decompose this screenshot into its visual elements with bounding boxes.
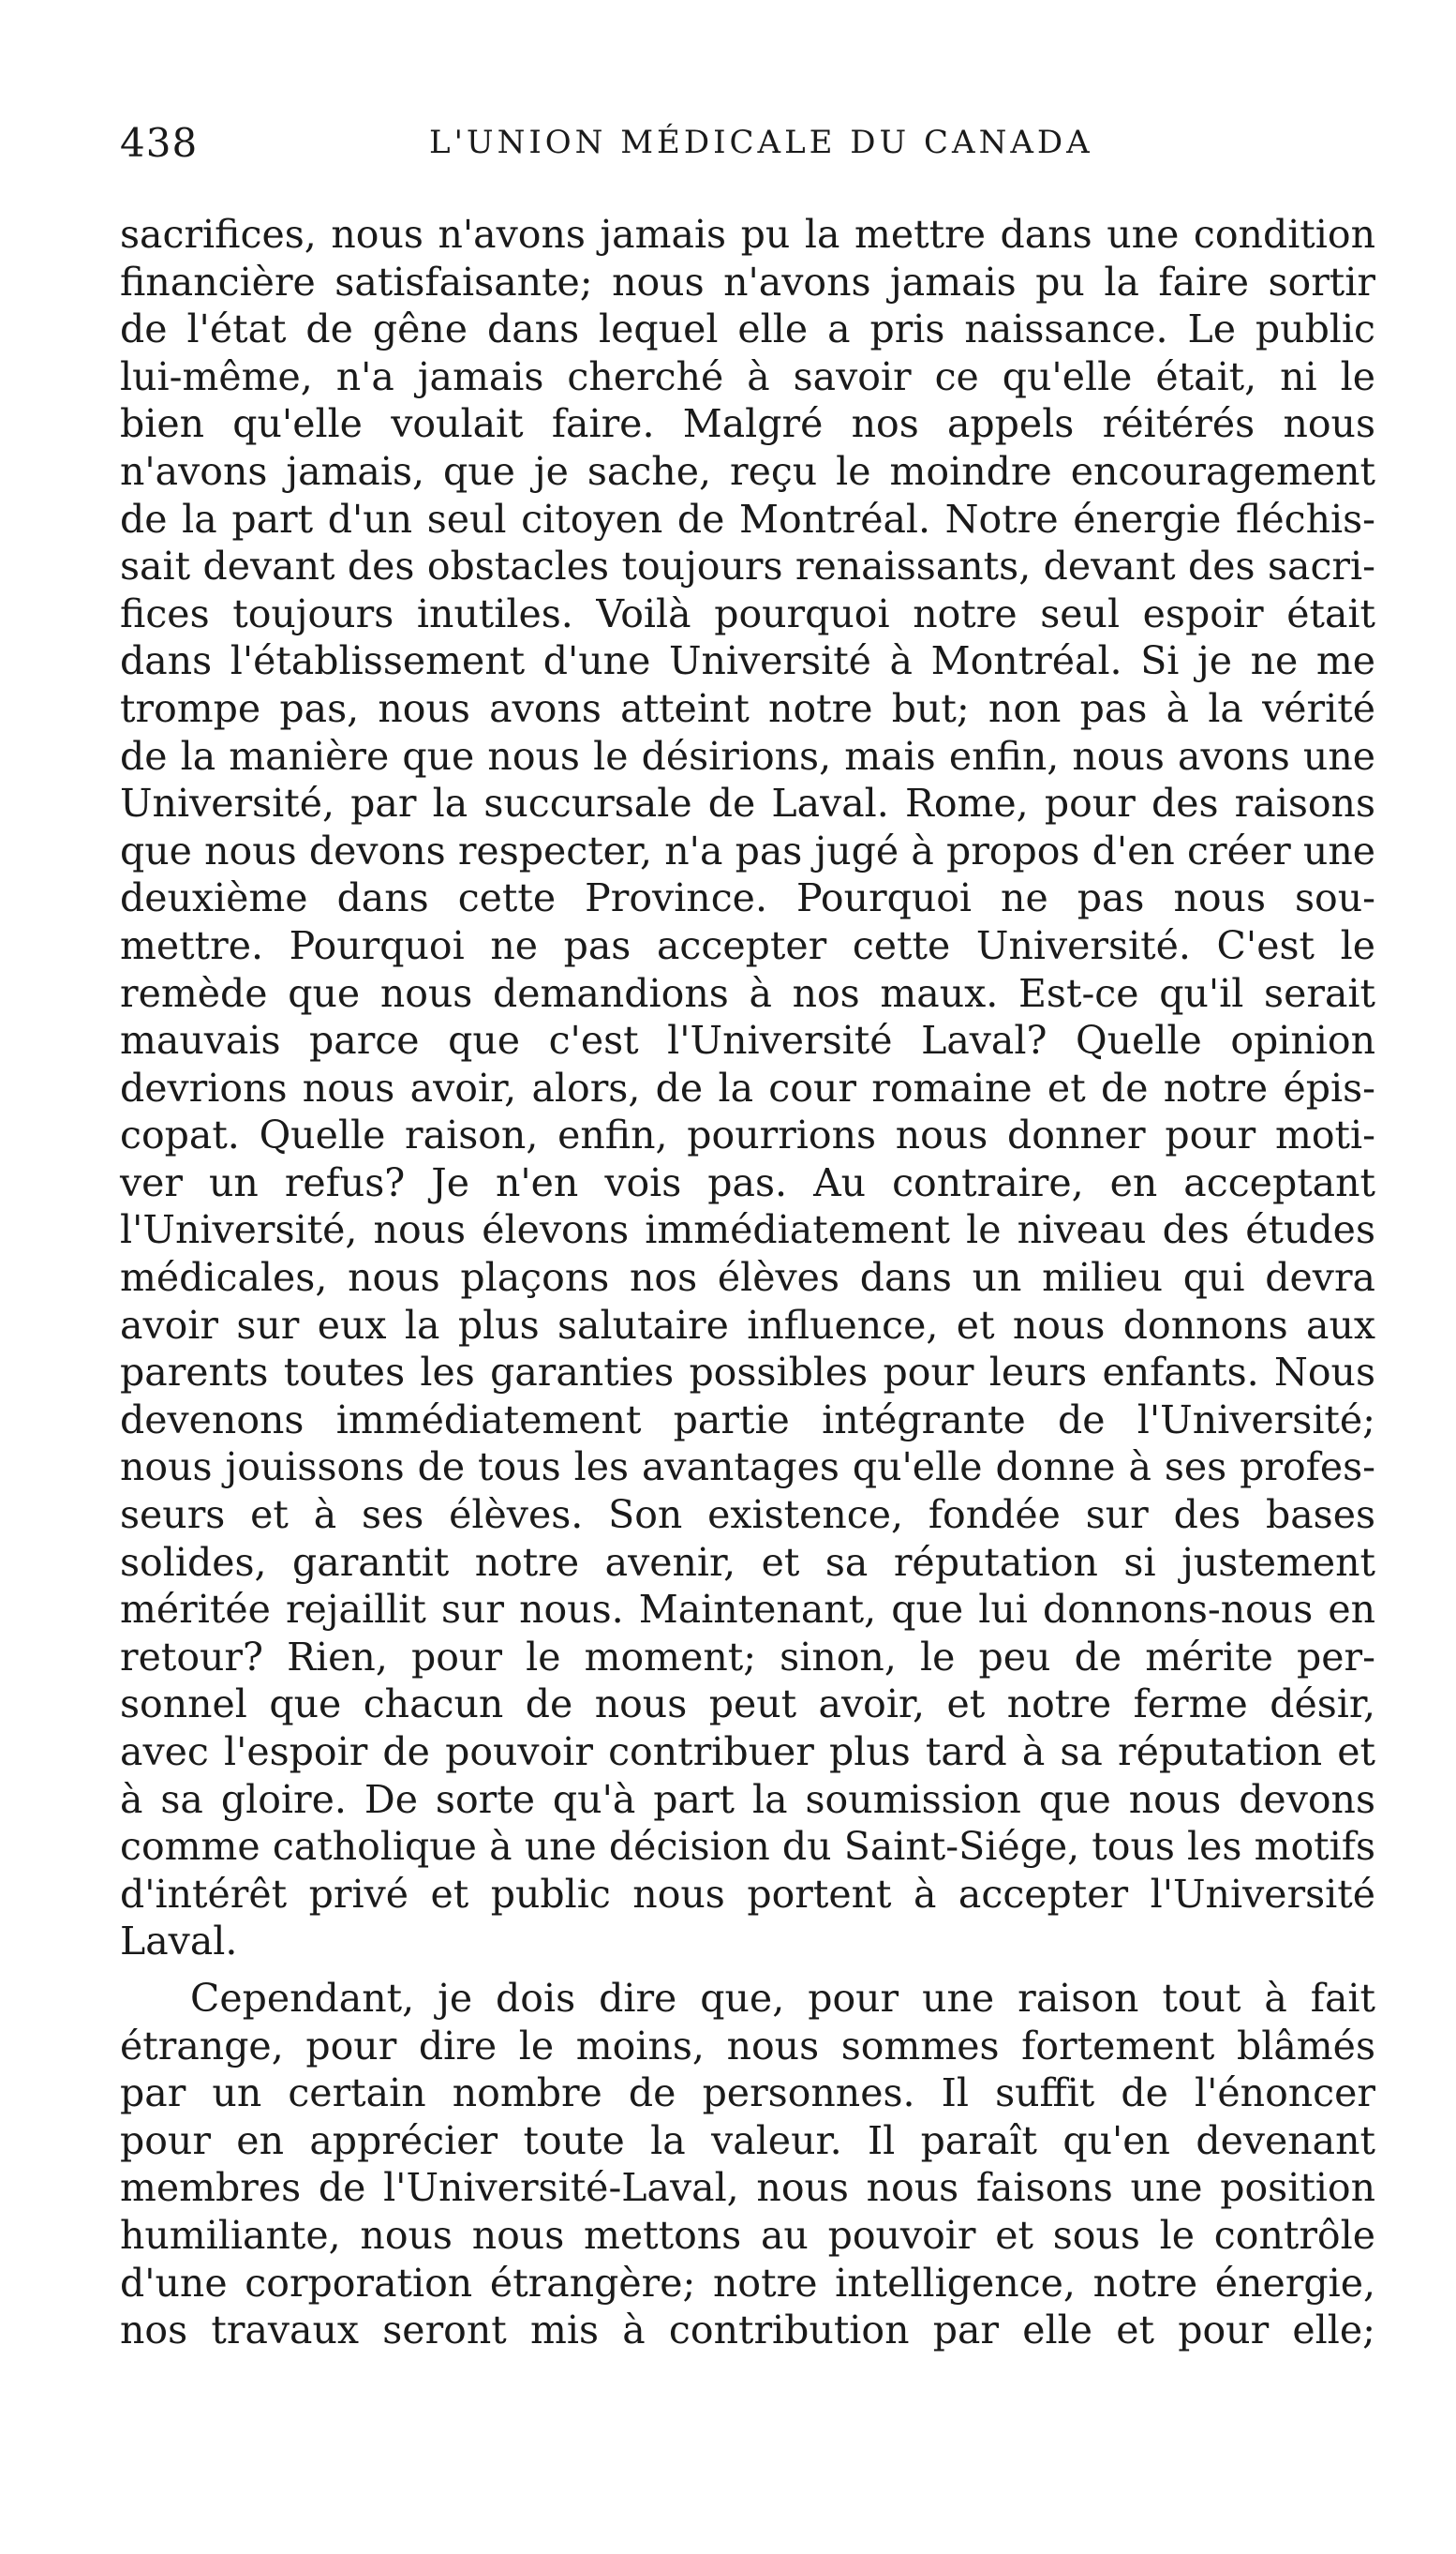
text-line: de l'état de gêne dans lequel elle a pris naissance. Le public xyxy=(120,306,1375,352)
text-line: à sa gloire. De sorte qu'à part la soumission que nous devons xyxy=(120,1776,1375,1822)
text-line: d'intérêt privé et public nous portent à accepter l'Université xyxy=(120,1871,1375,1917)
text-line: trompe pas, nous avons atteint notre but; non pas à la vérité xyxy=(120,685,1375,731)
text-line: pour en apprécier toute la valeur. Il paraît qu'en devenant xyxy=(120,2117,1375,2163)
text-line: retour? Rien, pour le moment; sinon, le peu de mérite per- xyxy=(120,1634,1375,1680)
text-line: fices toujours inutiles. Voilà pourquoi notre seul espoir était xyxy=(120,590,1375,636)
text-line: devenons immédiatement partie intégrante de l'Université; xyxy=(120,1396,1375,1442)
text-line: de la part d'un seul citoyen de Montréal. Notre énergie fléchis- xyxy=(120,496,1375,542)
text-line: devrions nous avoir, alors, de la cour romaine et de notre épis- xyxy=(120,1065,1375,1111)
text-line: Université, par la succursale de Laval. Rome, pour des raisons xyxy=(120,781,1375,827)
text-line: financière satisfaisante; nous n'avons jamais pu la faire sortir xyxy=(120,259,1375,305)
text-line: nos travaux seront mis à contribution par elle et pour elle; xyxy=(120,2308,1375,2353)
text-line: lui-même, n'a jamais cherché à savoir ce qu'elle était, ni le xyxy=(120,353,1375,399)
page-number: 438 xyxy=(120,120,199,166)
text-line: d'une corporation étrangère; notre intelligence, notre énergie, xyxy=(120,2260,1375,2306)
text-line: l'Université, nous élevons immédiatement le niveau des études xyxy=(120,1207,1375,1253)
text-line: méritée rejaillit sur nous. Maintenant, que lui donnons-nous en xyxy=(120,1587,1375,1633)
text-line: ver un refus? Je n'en vois pas. Au contraire, en acceptant xyxy=(120,1159,1375,1205)
paragraph xyxy=(120,211,1375,1965)
text-line: de la manière que nous le désirions, mais enfin, nous avons une xyxy=(120,733,1375,779)
text-line: Cependant, je dois dire que, pour une raison tout à fait xyxy=(190,1975,1375,2021)
text-line: remède que nous demandions à nos maux. Est-ce qu'il serait xyxy=(120,970,1375,1016)
text-line: seurs et à ses élèves. Son existence, fondée sur des bases xyxy=(120,1492,1375,1538)
text-line: avec l'espoir de pouvoir contribuer plus tard à sa réputation et xyxy=(120,1729,1375,1774)
text-line: sonnel que chacun de nous peut avoir, et notre ferme désir, xyxy=(120,1681,1375,1727)
text-line: étrange, pour dire le moins, nous sommes fortement blâmés xyxy=(120,2023,1375,2069)
text-line: comme catholique à une décision du Saint-Siége, tous les motifs xyxy=(120,1824,1375,1870)
paragraph-container xyxy=(120,211,1375,2354)
text-line: copat. Quelle raison, enfin, pourrions nous donner pour moti- xyxy=(120,1113,1375,1158)
text-line: bien qu'elle voulait faire. Malgré nos appels réitérés nous xyxy=(120,401,1375,447)
text-line: mauvais parce que c'est l'Université Laval? Quelle opinion xyxy=(120,1018,1375,1064)
text-line: parents toutes les garanties possibles pour leurs enfants. Nous xyxy=(120,1350,1375,1396)
text-line: nous jouissons de tous les avantages qu'elle donne à ses profes- xyxy=(120,1444,1375,1490)
journal-title: L'UNION MÉDICALE DU CANADA xyxy=(429,124,1093,161)
text-line: que nous devons respecter, n'a pas jugé à propos d'en créer une xyxy=(120,828,1375,874)
paragraph xyxy=(120,1975,1375,2354)
text-line: Laval. xyxy=(120,1919,238,1964)
text-line: n'avons jamais, que je sache, reçu le moindre encouragement xyxy=(120,448,1375,494)
text-line: médicales, nous plaçons nos élèves dans un milieu qui devra xyxy=(120,1255,1375,1301)
text-line: sacrifices, nous n'avons jamais pu la mettre dans une condition xyxy=(120,212,1375,257)
text-line: dans l'établissement d'une Université à Montréal. Si je ne me xyxy=(120,638,1375,684)
text-line: deuxième dans cette Province. Pourquoi ne pas nous sou- xyxy=(120,875,1375,921)
text-line: sait devant des obstacles toujours renaissants, devant des sacri- xyxy=(120,544,1375,590)
paragraph-gap xyxy=(120,1965,1375,1975)
running-head xyxy=(120,120,1338,176)
text-line: membres de l'Université-Laval, nous nous faisons une position xyxy=(120,2165,1375,2211)
text-line: humiliante, nous nous mettons au pouvoir et sous le contrôle xyxy=(120,2212,1375,2258)
text-line: avoir sur eux la plus salutaire influence, et nous donnons aux xyxy=(120,1302,1375,1348)
text-line: solides, garantit notre avenir, et sa réputation si justement xyxy=(120,1539,1375,1585)
body-text xyxy=(120,211,1375,2354)
text-line: mettre. Pourquoi ne pas accepter cette Université. C'est le xyxy=(120,922,1375,968)
text-line: par un certain nombre de personnes. Il suffit de l'énoncer xyxy=(120,2070,1375,2116)
